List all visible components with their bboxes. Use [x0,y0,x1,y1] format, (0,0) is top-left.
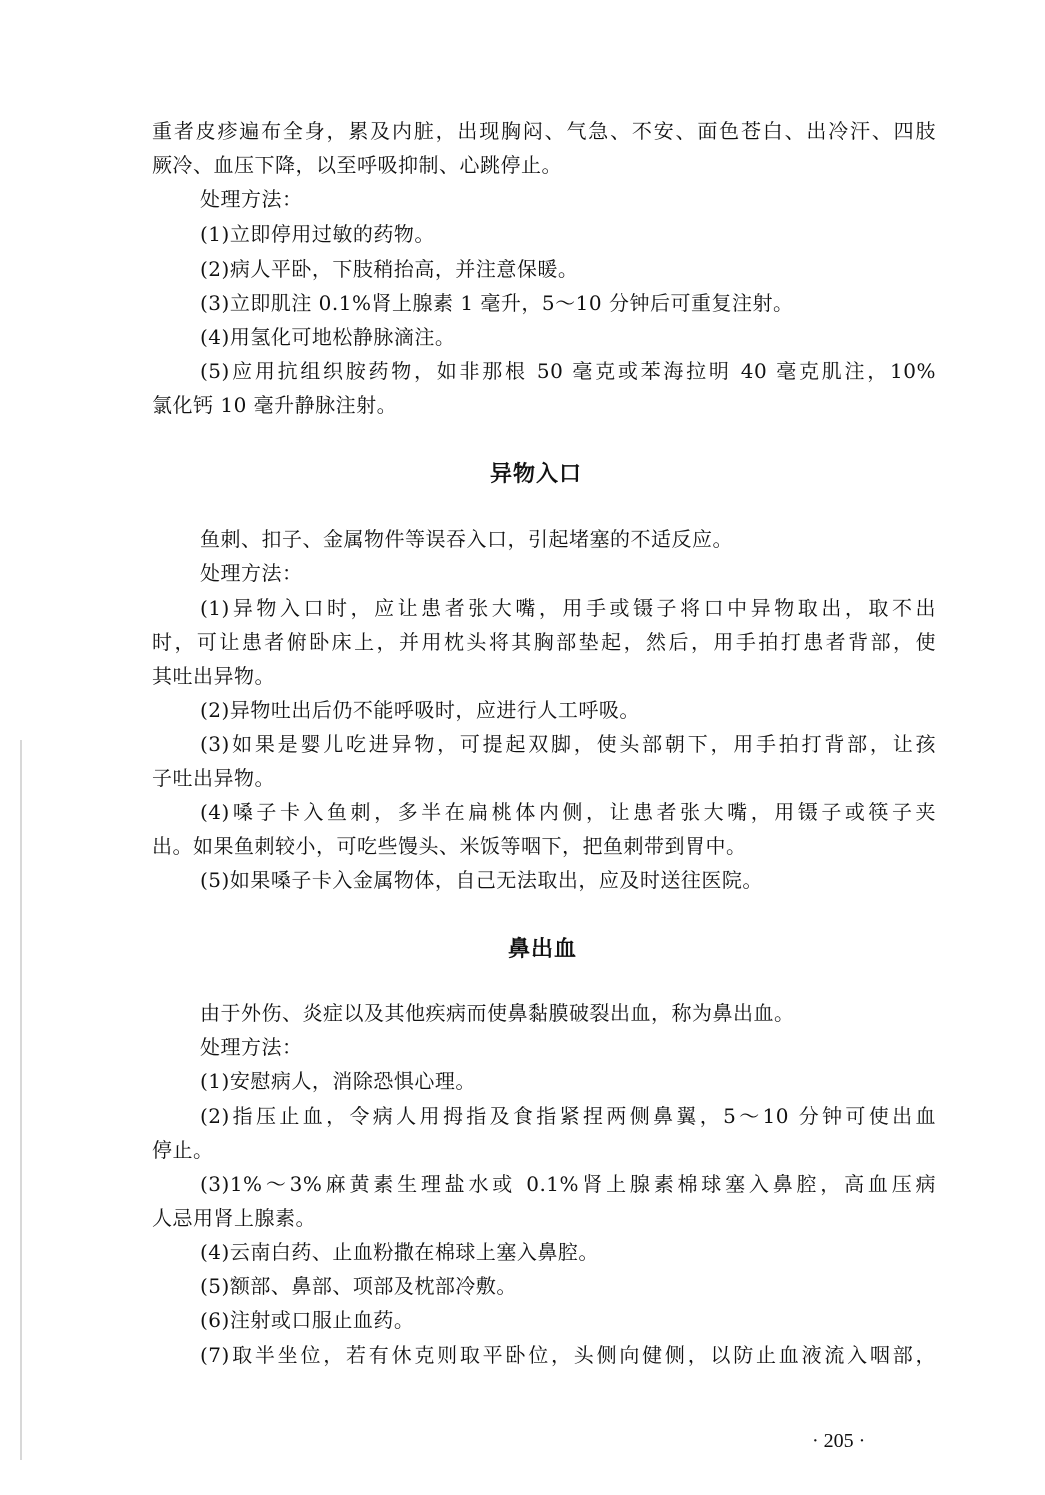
text-line: 处理方法： [200,187,303,211]
text-line: (7)取半坐位，若有休克则取平卧位，头侧向健侧，以防止血液流入咽部， [200,1343,936,1367]
text-line: 出。如果鱼刺较小，可吃些馒头、米饭等咽下，把鱼刺带到胃中。 [152,834,747,858]
text-line: 其吐出异物。 [152,664,275,688]
text-line: (3)立即肌注 0.1%肾上腺素 1 毫升，5～10 分钟后可重复注射。 [200,291,794,315]
text-line: 厥冷、血压下降，以至呼吸抑制、心跳停止。 [152,153,562,177]
text-line: 人忌用肾上腺素。 [152,1206,316,1230]
text-line: (1)立即停用过敏的药物。 [200,222,435,246]
text-line: 氯化钙 10 毫升静脉注射。 [152,393,398,417]
text-line: 处理方法： [200,561,303,585]
text-line: (5)额部、鼻部、项部及枕部冷敷。 [200,1274,517,1298]
text-line: (6)注射或口服止血药。 [200,1308,415,1332]
text-line: (3)如果是婴儿吃进异物，可提起双脚，使头部朝下，用手拍打背部，让孩 [200,732,936,756]
text-line: 鱼刺、扣子、金属物件等误吞入口，引起堵塞的不适反应。 [200,527,733,551]
text-line: (1)异物入口时，应让患者张大嘴，用手或镊子将口中异物取出，取不出 [200,596,936,620]
text-line: 时，可让患者俯卧床上，并用枕头将其胸部垫起，然后，用手拍打患者背部，使 [152,630,936,654]
text-line: 重者皮疹遍布全身，累及内脏，出现胸闷、气急、不安、面色苍白、出冷汗、四肢 [152,119,936,143]
text-line: (2)异物吐出后仍不能呼吸时，应进行人工呼吸。 [200,698,640,722]
text-line: 由于外伤、炎症以及其他疾病而使鼻黏膜破裂出血，称为鼻出血。 [200,1001,795,1025]
section-heading: 异物入口 [490,462,583,487]
text-line: (4)云南白药、止血粉撒在棉球上塞入鼻腔。 [200,1240,599,1264]
text-line: 处理方法： [200,1035,303,1059]
text-line: (4)用氢化可地松静脉滴注。 [200,325,456,349]
section-heading: 鼻出血 [508,937,578,962]
text-line: (2)指压止血，令病人用拇指及食指紧捏两侧鼻翼，5～10 分钟可使出血 [200,1104,936,1128]
text-line: (1)安慰病人，消除恐惧心理。 [200,1069,476,1093]
text-line: 子吐出异物。 [152,766,275,790]
text-line: 停止。 [152,1138,214,1162]
text-line: (5)如果嗓子卡入金属物体，自己无法取出，应及时送往医院。 [200,868,763,892]
text-line: (4)嗓子卡入鱼刺，多半在扁桃体内侧，让患者张大嘴，用镊子或筷子夹 [200,800,936,824]
text-line: (3)1%～3%麻黄素生理盐水或 0.1%肾上腺素棉球塞入鼻腔，高血压病 [200,1172,936,1196]
scan-edge-shadow [20,740,22,1460]
text-line: (5)应用抗组织胺药物，如非那根 50 毫克或苯海拉明 40 毫克肌注，10% [200,359,936,383]
text-line: (2)病人平卧，下肢稍抬高，并注意保暖。 [200,257,579,281]
page-number: · 205 · [812,1430,866,1452]
